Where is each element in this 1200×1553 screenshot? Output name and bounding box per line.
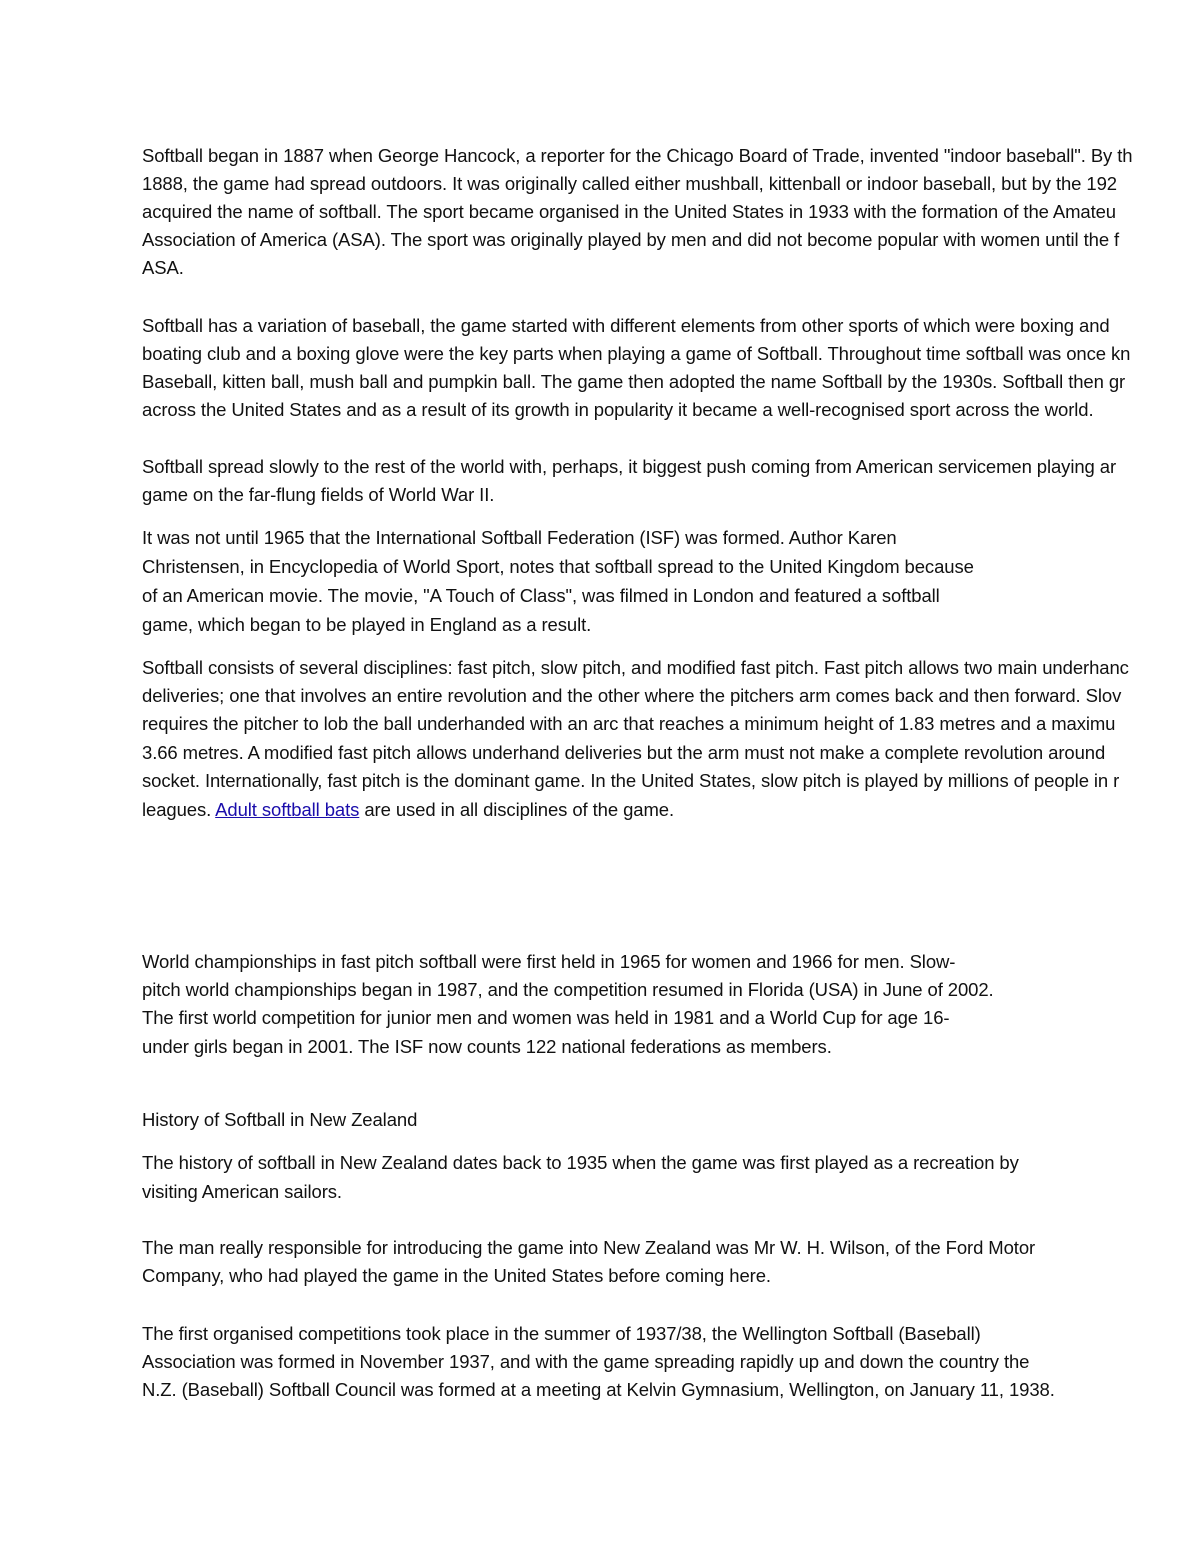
text-line: 1888, the game had spread outdoors. It was originally called either mushball, kittenball or indoor baseball, but by the 192 (142, 173, 1117, 194)
text-run: leagues. (142, 799, 216, 820)
text-line: Softball began in 1887 when George Hancock, a reporter for the Chicago Board of Trade, invented "indoor baseball". By th (142, 145, 1133, 166)
section-heading: History of Softball in New Zealand (142, 1109, 418, 1130)
text-line (142, 796, 674, 824)
text-line: game, which began to be played in England as a result. (142, 614, 592, 635)
text-line: deliveries; one that involves an entire revolution and the other where the pitchers arm comes back and then forward. Slov (142, 685, 1122, 706)
text-line: Baseball, kitten ball, mush ball and pumpkin ball. The game then adopted the name Softball by the 1930s. Softball then gr (142, 371, 1126, 392)
text-line: World championships in fast pitch softball were first held in 1965 for women and 1966 for men. Slow- (142, 951, 956, 972)
text-line: ASA. (142, 257, 184, 278)
text-line: acquired the name of softball. The sport became organised in the United States in 1933 with the formation of the Amateu (142, 201, 1116, 222)
text-line: socket. Internationally, fast pitch is the dominant game. In the United States, slow pitch is played by millions of people in r (142, 770, 1120, 791)
text-line: N.Z. (Baseball) Softball Council was formed at a meeting at Kelvin Gymnasium, Wellington, on January 11, 1938. (142, 1379, 1055, 1400)
text-line: Softball consists of several disciplines: fast pitch, slow pitch, and modified fast pitch. Fast pitch allows two main underhanc (142, 657, 1129, 678)
text-line: The first world competition for junior men and women was held in 1981 and a World Cup for age 16- (142, 1007, 950, 1028)
text-line: of an American movie. The movie, "A Touch of Class", was filmed in London and featured a softball (142, 585, 940, 606)
text-line: game on the far-flung fields of World War II. (142, 484, 495, 505)
text-line: The history of softball in New Zealand dates back to 1935 when the game was first played as a recreation by (142, 1152, 1019, 1173)
text-line: Softball has a variation of baseball, the game started with different elements from other sports of which were boxing and (142, 315, 1110, 336)
text-line: boating club and a boxing glove were the key parts when playing a game of Softball. Throughout time softball was once kn (142, 343, 1131, 364)
text-line: It was not until 1965 that the International Softball Federation (ISF) was formed. Author Karen (142, 527, 897, 548)
text-line: The man really responsible for introducing the game into New Zealand was Mr W. H. Wilson, of the Ford Motor (142, 1237, 1036, 1258)
text-line: Softball spread slowly to the rest of the world with, perhaps, it biggest push coming from American servicemen playing ar (142, 456, 1117, 477)
text-run: are used in all disciplines of the game. (359, 799, 675, 820)
text-line: under girls began in 2001. The ISF now counts 122 national federations as members. (142, 1036, 832, 1057)
text-line: Company, who had played the game in the United States before coming here. (142, 1265, 771, 1286)
text-line: Association of America (ASA). The sport was originally played by men and did not become popular with women until the f (142, 229, 1120, 250)
adult-softball-bats-link[interactable]: Adult softball bats (215, 799, 360, 820)
text-line: Christensen, in Encyclopedia of World Sport, notes that softball spread to the United Kingdom because (142, 556, 974, 577)
text-line: pitch world championships began in 1987, and the competition resumed in Florida (USA) in June of 2002. (142, 979, 994, 1000)
text-line: visiting American sailors. (142, 1181, 342, 1202)
text-line: across the United States and as a result of its growth in popularity it became a well-recognised sport across the world. (142, 399, 1094, 420)
text-line: The first organised competitions took place in the summer of 1937/38, the Wellington Softball (Baseball) (142, 1323, 981, 1344)
text-line: 3.66 metres. A modified fast pitch allows underhand deliveries but the arm must not make a complete revolution around (142, 742, 1106, 763)
text-line: requires the pitcher to lob the ball underhanded with an arc that reaches a minimum height of 1.83 metres and a maximu (142, 713, 1116, 734)
text-line: Association was formed in November 1937, and with the game spreading rapidly up and down the country the (142, 1351, 1030, 1372)
